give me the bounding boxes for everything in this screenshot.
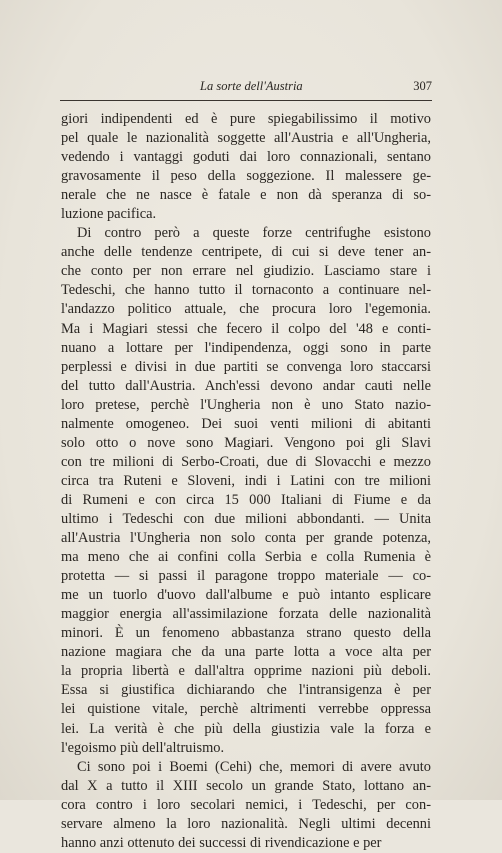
- text-line: protetta — si passi il paragone troppo materiale — co-: [61, 568, 431, 585]
- text-line: vedendo i vantaggi goduti dai loro connazionali, sentano: [61, 149, 431, 166]
- text-line: anche delle tendenze centripete, di cui si deve tener an-: [61, 244, 431, 261]
- text-line: hanno anzi ottenuto dei successi di rivendicazione e per: [61, 834, 382, 851]
- text-line: servare almeno la loro nazionalità. Negli ultimi decenni: [61, 815, 431, 832]
- text-line: giori indipendenti ed è pure spiegabilissimo il motivo: [61, 111, 431, 127]
- text-line: di Rumeni e con circa 15 000 Italiani di Fiume e da: [61, 491, 431, 508]
- text-line: nerale che ne nasce è fatale e non dà speranza di so-: [61, 187, 431, 204]
- text-line: solo otto o nove sono Magiari. Vengono poi gli Slavi: [61, 434, 431, 451]
- paragraph: [61, 110, 431, 224]
- text-line: Tedeschi, che hanno tutto il tornaconto a continuare nel-: [61, 282, 431, 299]
- text-line: dal X a tutto il XIII secolo un grande Stato, lottano an-: [61, 777, 431, 794]
- text-line: pel quale le nazionalità soggette all'Austria e all'Ungheria,: [61, 130, 431, 147]
- text-line: del tutto dall'Austria. Anch'essi devono andar cauti nelle: [61, 377, 431, 394]
- text-line: nazione magiara che da una parte lotta a voce alta per: [61, 644, 431, 661]
- text-line: minori. È un fenomeno abbastanza strano questo della: [61, 625, 431, 642]
- text-line: maggior energia all'assimilazione forzata delle nazionalità: [61, 606, 431, 623]
- header-rule: [60, 100, 432, 101]
- text-line: nuano a lottare per l'indipendenza, oggi sono in parte: [61, 339, 431, 356]
- text-line: lei quistione vitale, perchè altrimenti verrebbe oppressa: [61, 701, 431, 718]
- text-line: la propria libertà e dall'altra opprime nazioni più deboli.: [61, 663, 431, 680]
- text-line: Ma i Magiari stessi che fecero il colpo del '48 e conti-: [61, 320, 431, 337]
- text-line: perplessi e divisi in due partiti se convenga loro staccarsi: [61, 358, 431, 375]
- text-line: cora contro i loro secolari nemici, i Tedeschi, per con-: [61, 796, 431, 813]
- text-line: all'Austria l'Ungheria non solo conta per grande potenza,: [61, 530, 431, 547]
- page-number: 307: [413, 79, 432, 93]
- page-header: [60, 79, 432, 99]
- text-line: Ci sono poi i Boemi (Cehi) che, memori di avere avuto: [77, 758, 431, 775]
- running-title: La sorte dell'Austria: [200, 79, 303, 93]
- text-line: ultimo i Tedeschi con due milioni abbondanti. — Unita: [61, 510, 431, 527]
- paragraph: [61, 758, 431, 853]
- text-line: Di contro però a queste forze centrifughe esistono: [77, 225, 431, 242]
- text-line: l'egoismo più dell'altruismo.: [61, 739, 225, 756]
- text-line: luzione pacifica.: [61, 206, 157, 223]
- text-line: circa tra Ruteni e Sloveni, indi i Latini con tre milioni: [61, 472, 431, 489]
- text-line: l'andazzo politico attuale, che procura loro l'egemonia.: [61, 301, 431, 318]
- text-line: con tre milioni di Serbo-Croati, due di Slovacchi e mezzo: [61, 453, 431, 470]
- text-line: loro pretese, perchè l'Ungheria non è uno Stato nazio-: [61, 396, 431, 413]
- text-line: ma meno che ai confini colla Serbia e colla Rumenia è: [61, 549, 431, 566]
- text-line: lei. La verità è che più della giustizia vale la forza e: [61, 720, 431, 737]
- text-line: gravosamente il peso della soggezione. Il malessere ge-: [61, 168, 431, 185]
- body-text: [61, 110, 431, 853]
- paragraph: [61, 224, 431, 757]
- text-line: nalmente omogeneo. Dei suoi venti milioni di abitanti: [61, 415, 431, 432]
- text-line: me un tuorlo d'uovo dall'albume e può intanto esplicare: [61, 587, 431, 604]
- text-line: Essa si giustifica dichiarando che l'intransigenza è per: [61, 682, 431, 699]
- text-line: che conto per non errare nel giudizio. Lasciamo stare i: [61, 263, 431, 280]
